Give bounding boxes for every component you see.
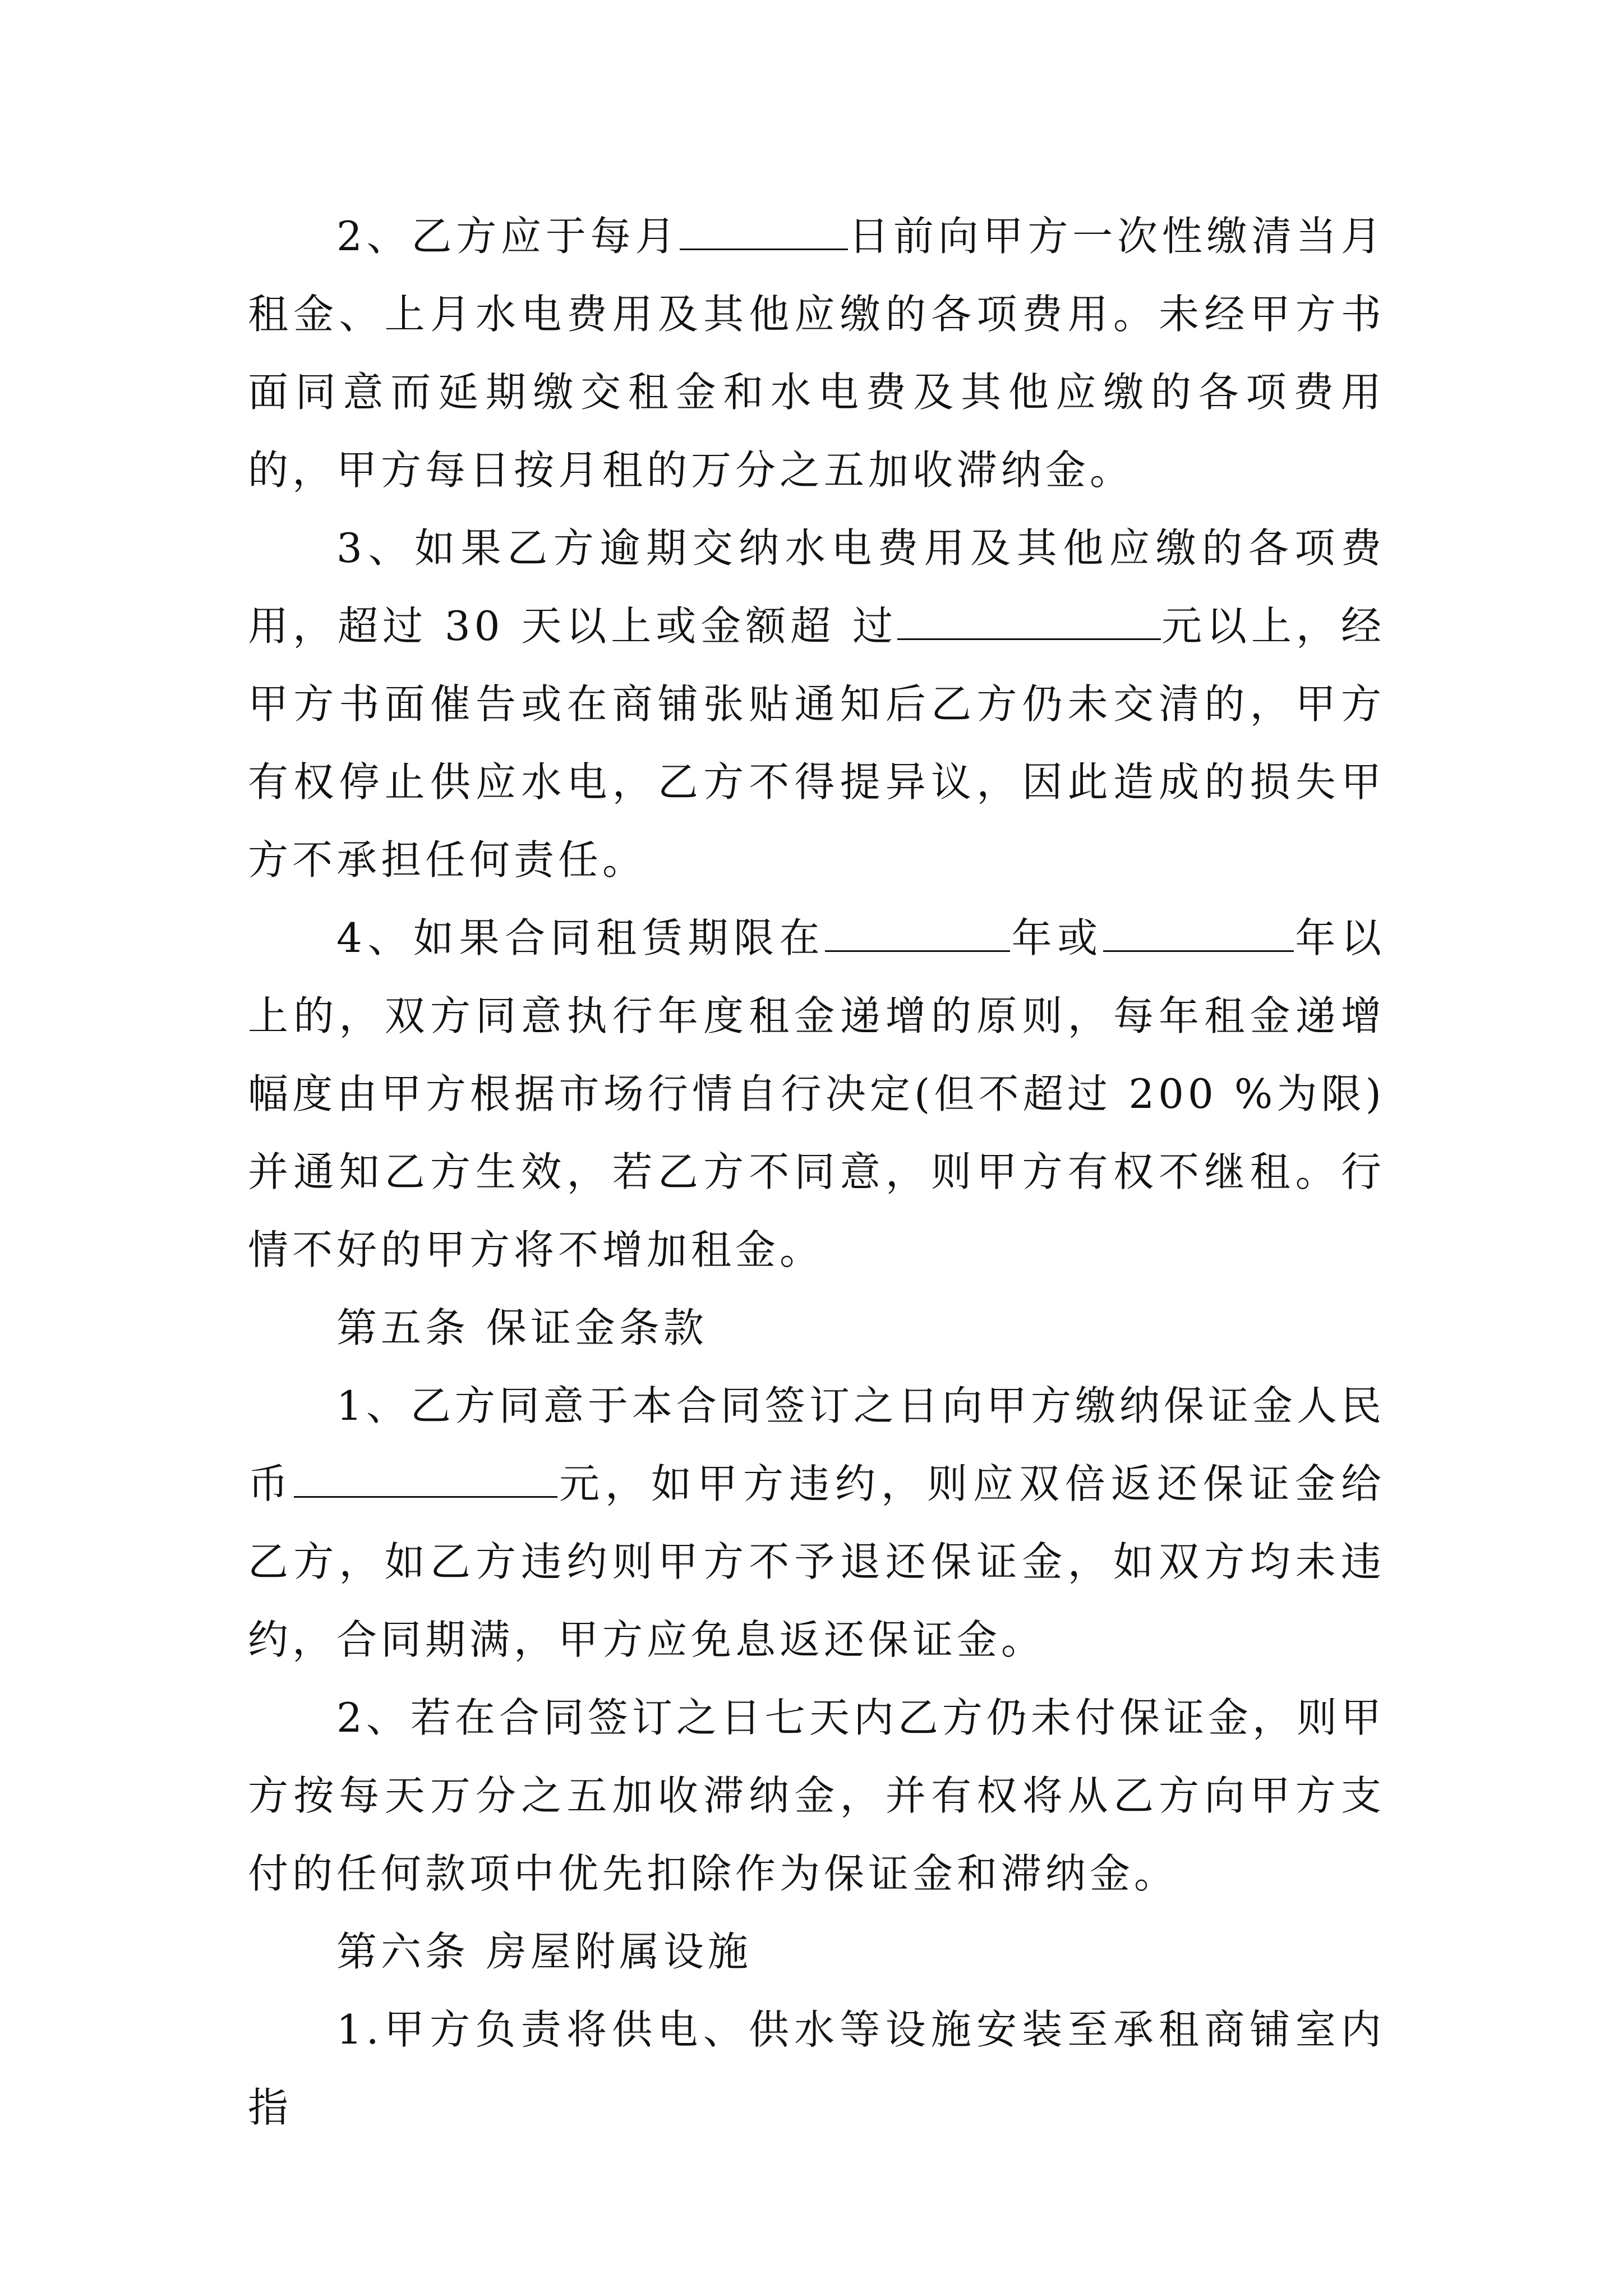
clause-text: 1、乙方同意于本合同签订之日向甲方缴纳保证金人民币 (248, 1382, 1385, 1507)
blank-field-deposit[interactable] (294, 1461, 557, 1498)
clause-4-item-4 (248, 899, 1385, 1289)
clause-4-item-2 (248, 197, 1385, 509)
blank-field-years-b[interactable] (1103, 915, 1294, 952)
section-heading-article-5: 第五条 保证金条款 (336, 1304, 708, 1351)
section-heading-article-6: 第六条 房屋附属设施 (336, 1928, 752, 1975)
clause-5-item-2: 2、若在合同签订之日七天内乙方仍未付保证金，则甲方按每天万分之五加收滞纳金，并有权将从乙方向甲方支付的任何款项中优先扣除作为保证金和滞纳金。 (248, 1694, 1385, 1897)
document-body (248, 197, 1385, 2147)
clause-6-item-1: 1.甲方负责将供电、供水等设施安装至承租商铺室内指 (248, 2006, 1385, 2131)
clause-4-item-3 (248, 509, 1385, 899)
clause-text: 元以上，经甲方书面催告或在商铺张贴通知后乙方仍未交清的，甲方有权停止供应水电，乙方不得提异议，因此造成的损失甲方不承担任何责任。 (248, 602, 1385, 884)
clause-text: 3、如果乙方逾期交纳水电费用及其他应缴的各项费用，超过 30 天以上或金额超 过 (248, 524, 1385, 650)
blank-field-pay-day[interactable] (680, 214, 848, 250)
clause-text: 2、乙方应于每月 (336, 213, 680, 260)
blank-field-years-a[interactable] (825, 915, 1010, 952)
clause-text: 日前向甲方一次性缴清当月租金、上月水电费用及其他应缴的各项费用。未经甲方书面同意而延期缴交租金和水电费及其他应缴的各项费用的，甲方每日按月租的万分之五加收滞纳金。 (248, 213, 1385, 494)
clause-text: 年以上的，双方同意执行年度租金递增的原则，每年租金递增幅度由甲方根据市场行情自行决定(但不超过 200 %为限)并通知乙方生效，若乙方不同意，则甲方有权不继租。行情不好的甲方将不增加租金。 (248, 914, 1385, 1273)
clause-text: 元，如甲方违约，则应双倍返还保证金给乙方，如乙方违约则甲方不予退还保证金，如双方均未违约，合同期满，甲方应免息返还保证金。 (248, 1460, 1385, 1663)
clause-5-item-1 (248, 1367, 1385, 1679)
clause-text: 4、如果合同租赁期限在 (336, 914, 826, 961)
blank-field-amount[interactable] (897, 604, 1161, 640)
clause-text: 年或 (1010, 914, 1103, 961)
